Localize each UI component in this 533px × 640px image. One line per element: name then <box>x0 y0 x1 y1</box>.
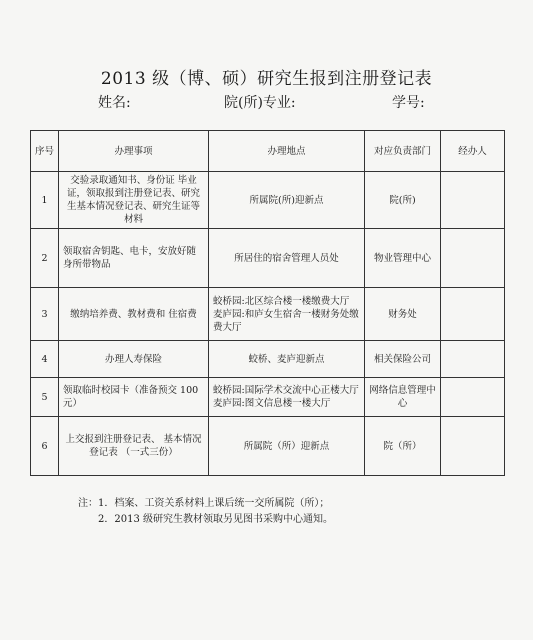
table-row <box>31 417 505 476</box>
row-item: 交验录取通知书、身份证 毕业证，领取报到注册登记表、研究生基本情况登记表、研究生证等材料 <box>59 172 209 229</box>
row-handler <box>441 172 505 229</box>
note-1 <box>78 496 333 512</box>
table-row <box>31 172 505 229</box>
row-item: 领取临时校园卡（准备预交 100 元） <box>59 378 209 417</box>
note-text: 1．档案、工资关系材料上课后统一交所属院（所）； <box>98 498 330 509</box>
row-department: 院（所） <box>365 417 441 476</box>
row-seq: 1 <box>31 172 59 229</box>
row-handler <box>441 417 505 476</box>
row-item: 领取宿舍钥匙、电卡，安放好随身所带物品 <box>59 229 209 288</box>
row-handler <box>441 229 505 288</box>
registration-table <box>30 130 505 476</box>
table-row <box>31 378 505 417</box>
row-seq: 6 <box>31 417 59 476</box>
row-handler <box>441 378 505 417</box>
student-id-label: 学号: <box>392 95 425 111</box>
table-row <box>31 341 505 378</box>
header-item: 办理事项 <box>59 131 209 172</box>
notes-prefix: 注： <box>78 498 98 509</box>
table-row <box>31 229 505 288</box>
row-location: 蛟桥园:国际学术交流中心正楼大厅 麦庐园:图文信息楼一楼大厅 <box>209 378 365 417</box>
row-location: 所属院(所)迎新点 <box>209 172 365 229</box>
notes-section <box>78 496 333 528</box>
row-location: 所属院（所）迎新点 <box>209 417 365 476</box>
row-handler <box>441 288 505 341</box>
row-handler <box>441 341 505 378</box>
row-item: 办理人寿保险 <box>59 341 209 378</box>
row-department: 物业管理中心 <box>365 229 441 288</box>
header-department: 对应负责部门 <box>365 131 441 172</box>
header-location: 办理地点 <box>209 131 365 172</box>
row-department: 财务处 <box>365 288 441 341</box>
row-location: 所居住的宿舍管理人员处 <box>209 229 365 288</box>
row-department: 院(所) <box>365 172 441 229</box>
row-location: 蛟桥、麦庐迎新点 <box>209 341 365 378</box>
department-label: 院(所)专业: <box>224 95 296 111</box>
header-seq: 序号 <box>31 131 59 172</box>
name-label: 姓名: <box>98 95 131 111</box>
row-seq: 3 <box>31 288 59 341</box>
row-department: 网络信息管理中心 <box>365 378 441 417</box>
table-row <box>31 288 505 341</box>
header-handler: 经办人 <box>441 131 505 172</box>
note-2 <box>78 512 333 528</box>
table-header-row <box>31 131 505 172</box>
form-title: 2013 级（博、硕）研究生报到注册登记表 <box>100 69 433 89</box>
row-location: 蛟桥园:北区综合楼一楼缴费大厅 麦庐园:和庐女生宿舍一楼财务处缴费大厅 <box>209 288 365 341</box>
row-item: 缴纳培养费、教材费和 住宿费 <box>59 288 209 341</box>
row-seq: 2 <box>31 229 59 288</box>
row-seq: 5 <box>31 378 59 417</box>
note-text: 2．2013 级研究生教材领取另见图书采购中心通知。 <box>98 514 333 525</box>
row-seq: 4 <box>31 341 59 378</box>
row-item: 上交报到注册登记表、 基本情况登记表 （一式三份） <box>59 417 209 476</box>
row-department: 相关保险公司 <box>365 341 441 378</box>
